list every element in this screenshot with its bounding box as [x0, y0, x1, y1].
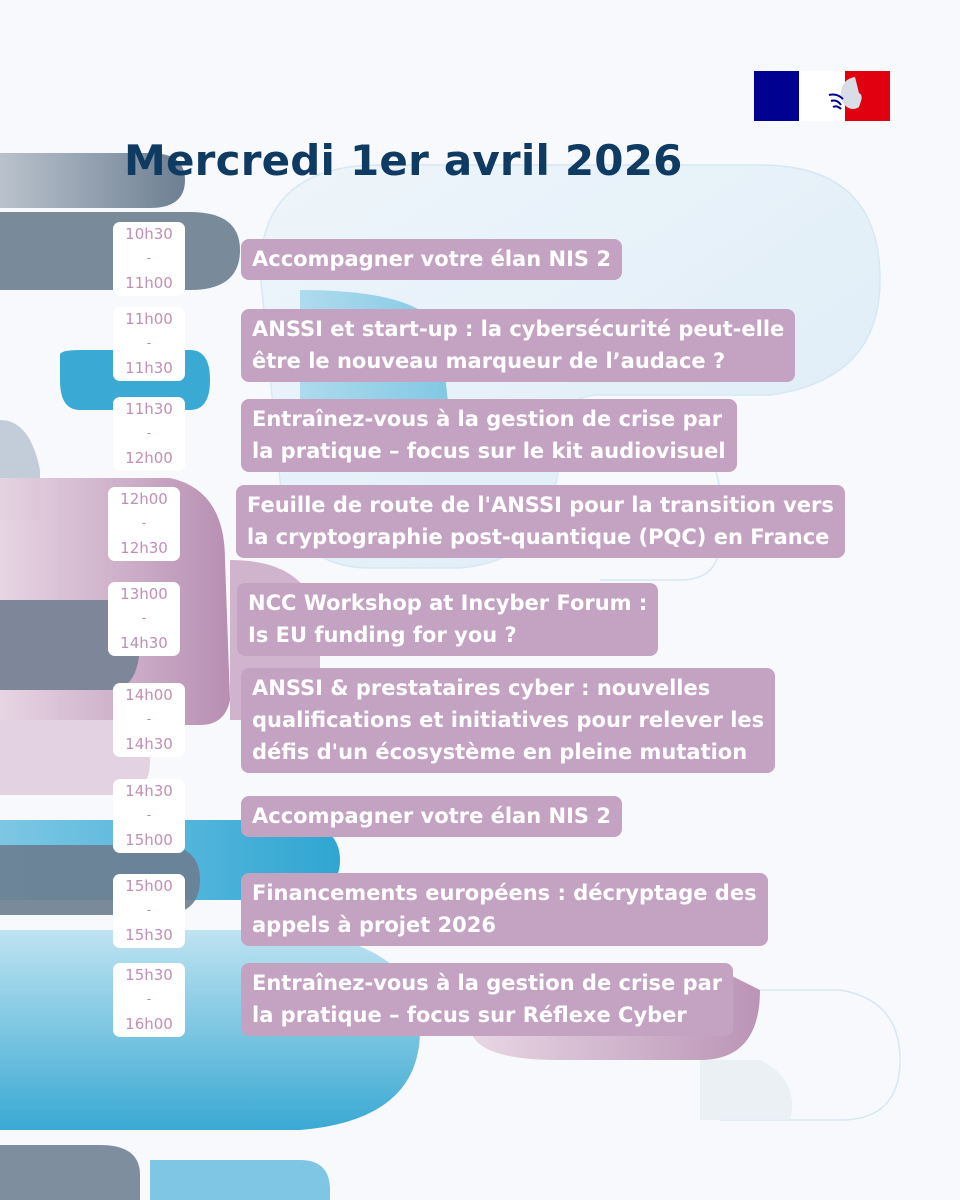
time-separator: -	[146, 425, 152, 441]
session-title	[241, 668, 775, 773]
session-line: Financements européens : décryptage des	[252, 881, 757, 905]
time-start: 14h00	[125, 686, 173, 704]
time-start: 13h00	[120, 585, 168, 603]
time-start: 15h00	[125, 877, 173, 895]
session-line: appels à projet 2026	[252, 913, 497, 937]
time-end: 14h30	[125, 735, 173, 753]
time-end: 11h30	[125, 359, 173, 377]
session-line: Feuille de route de l'ANSSI pour la transition vers	[247, 493, 834, 517]
page-title: Mercredi 1er avril 2026	[124, 136, 683, 185]
time-separator: -	[146, 902, 152, 918]
session-line: Accompagner votre élan NIS 2	[252, 247, 611, 271]
time-separator: -	[146, 991, 152, 1007]
time-slot	[113, 222, 185, 296]
time-end: 15h00	[125, 831, 173, 849]
time-end: 11h00	[125, 274, 173, 292]
time-start: 10h30	[125, 225, 173, 243]
time-end: 14h30	[120, 634, 168, 652]
time-slot	[108, 582, 180, 656]
time-slot	[113, 963, 185, 1037]
session-line: Entraînez-vous à la gestion de crise par	[252, 407, 723, 431]
time-slot	[113, 307, 185, 381]
time-start: 12h00	[120, 490, 168, 508]
time-slot	[113, 874, 185, 948]
time-separator: -	[146, 711, 152, 727]
session-title	[241, 873, 768, 946]
time-start: 14h30	[125, 782, 173, 800]
session-line: défis d'un écosystème en pleine mutation	[252, 740, 748, 764]
time-end: 15h30	[125, 926, 173, 944]
time-slot	[113, 397, 185, 471]
time-end: 12h30	[120, 539, 168, 557]
marianne-icon	[825, 71, 865, 121]
time-separator: -	[146, 335, 152, 351]
session-line: la cryptographie post-quantique (PQC) en France	[247, 525, 830, 549]
session-line: ANSSI & prestataires cyber : nouvelles	[252, 676, 711, 700]
time-start: 11h00	[125, 310, 173, 328]
time-start: 15h30	[125, 966, 173, 984]
session-title	[241, 309, 795, 382]
session-line: ANSSI et start-up : la cybersécurité peut-elle	[252, 317, 785, 341]
republique-francaise-flag-icon	[754, 71, 890, 121]
time-end: 16h00	[125, 1015, 173, 1033]
time-start: 11h30	[125, 400, 173, 418]
session-title	[237, 583, 658, 656]
session-title	[241, 796, 622, 837]
session-line: NCC Workshop at Incyber Forum :	[248, 591, 648, 615]
session-line: Is EU funding for you ?	[248, 623, 517, 647]
session-line: la pratique – focus sur Réflexe Cyber	[252, 1003, 687, 1027]
session-line: Entraînez-vous à la gestion de crise par	[252, 971, 723, 995]
time-separator: -	[141, 515, 147, 531]
time-slot	[113, 779, 185, 853]
session-line: être le nouveau marqueur de l’audace ?	[252, 349, 726, 373]
time-separator: -	[141, 610, 147, 626]
session-title	[241, 239, 622, 280]
time-end: 12h00	[125, 449, 173, 467]
time-slot	[108, 487, 180, 561]
session-title	[241, 399, 737, 472]
session-line: la pratique – focus sur le kit audiovisuel	[252, 439, 726, 463]
time-slot	[113, 683, 185, 757]
session-title	[241, 963, 733, 1036]
session-title	[236, 485, 845, 558]
session-line: Accompagner votre élan NIS 2	[252, 804, 611, 828]
session-line: qualifications et initiatives pour relever les	[252, 708, 765, 732]
time-separator: -	[146, 250, 152, 266]
time-separator: -	[146, 807, 152, 823]
